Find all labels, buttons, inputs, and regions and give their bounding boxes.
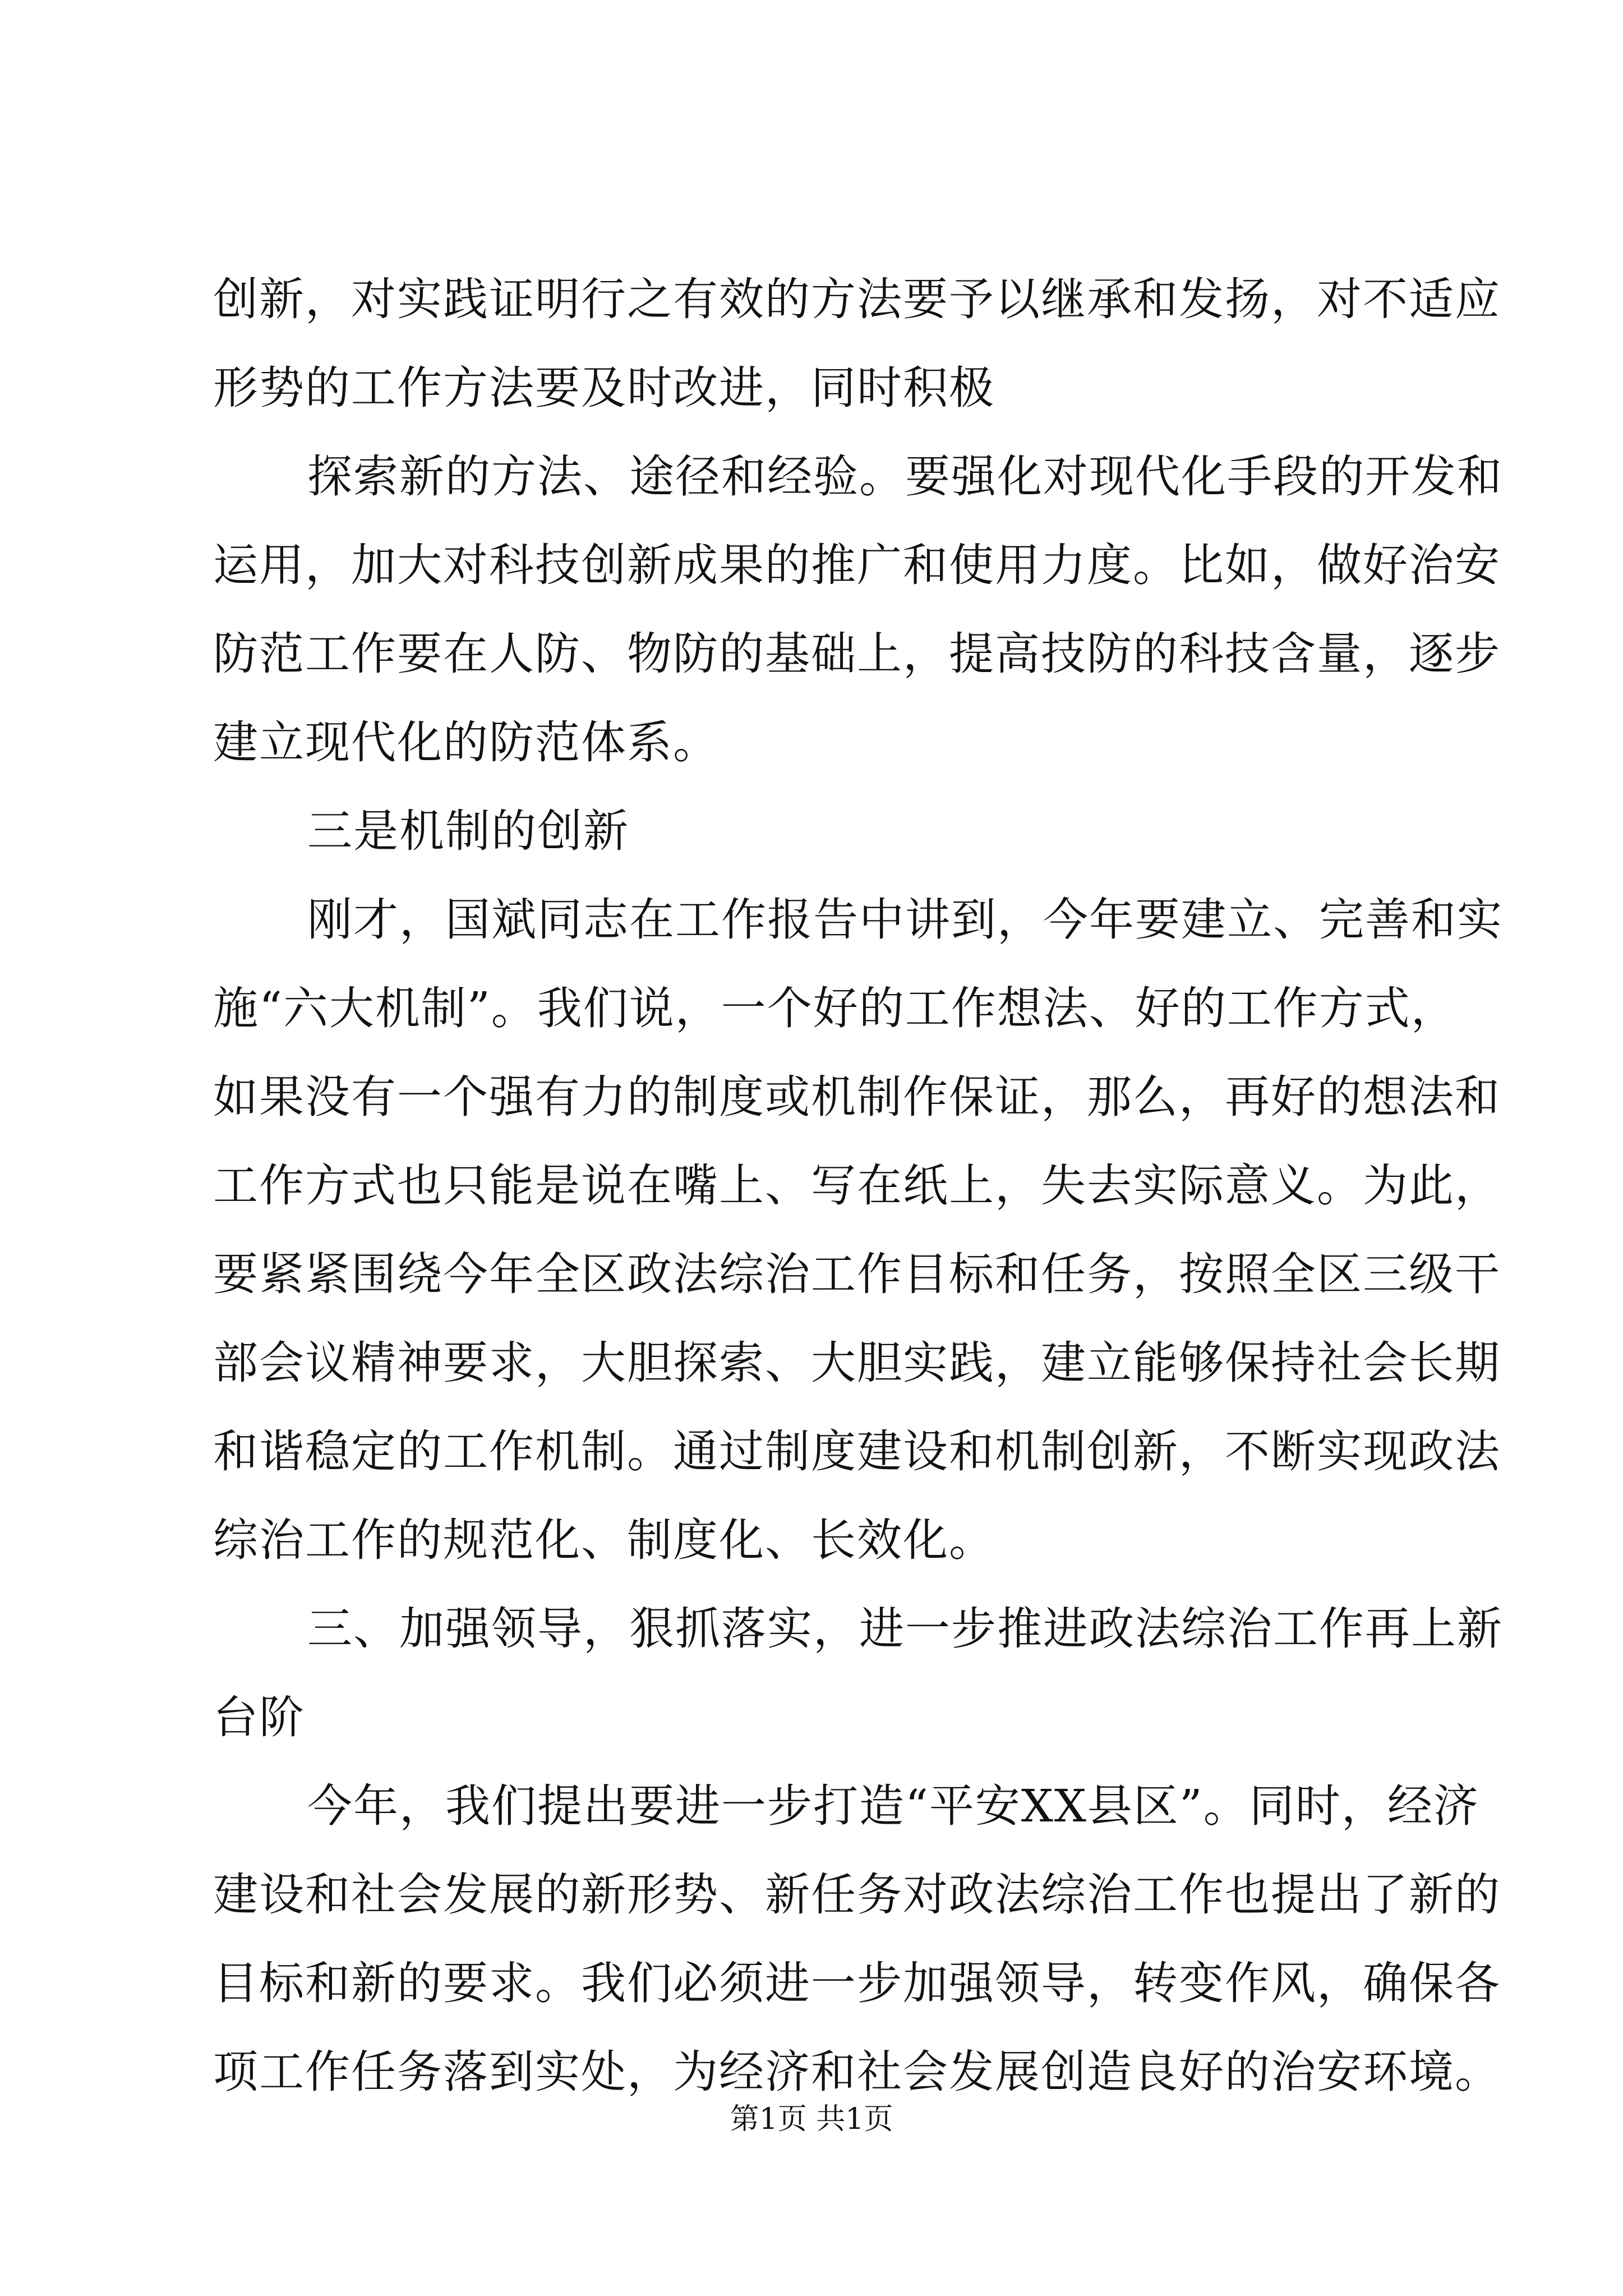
text-line: 形势的工作方法要及时改进，同时积极 — [213, 362, 995, 414]
page-number-label: 第1页 共1页 — [730, 2102, 893, 2136]
section-heading: 三、加强领导，狠抓落实，进一步推进政法综治工作再上新 — [307, 1603, 1503, 1655]
text-line: 综治工作的规范化、制度化、长效化。 — [213, 1514, 995, 1566]
section-heading: 三是机制的创新 — [307, 805, 629, 857]
text-line: 和谐稳定的工作机制。通过制度建设和机制创新，不断实现政法 — [213, 1425, 1501, 1478]
section-heading-continued: 台阶 — [213, 1691, 305, 1743]
paragraph-start-line: 刚才，国斌同志在工作报告中讲到，今年要建立、完善和实 — [307, 894, 1503, 946]
paragraph-start-line: 探索新的方法、途径和经验。要强化对现代化手段的开发和 — [307, 450, 1503, 503]
text-line: 如果没有一个强有力的制度或机制作保证，那么，再好的想法和 — [213, 1071, 1501, 1123]
text-line: 工作方式也只能是说在嘴上、写在纸上，失去实际意义。为此， — [213, 1159, 1501, 1212]
page-footer — [0, 2097, 1623, 2142]
text-line: 部会议精神要求，大胆探索、大胆实践，建立能够保持社会长期 — [213, 1337, 1501, 1389]
text-line: 建设和社会发展的新形势、新任务对政法综治工作也提出了新的 — [213, 1869, 1501, 1921]
text-line: 运用，加大对科技创新成果的推广和使用力度。比如，做好治安 — [213, 539, 1501, 591]
text-line: 创新，对实践证明行之有效的方法要予以继承和发扬，对不适应 — [213, 273, 1501, 325]
document-body — [213, 255, 1503, 2116]
text-line: 建立现代化的防范体系。 — [213, 716, 719, 769]
text-line: 目标和新的要求。我们必须进一步加强领导，转变作风，确保各 — [213, 1957, 1501, 2009]
text-line: 防范工作要在人防、物防的基础上，提高技防的科技含量，逐步 — [213, 628, 1501, 680]
text-line: 施“六大机制”。我们说，一个好的工作想法、好的工作方式， — [213, 982, 1457, 1034]
text-line: 项工作任务落到实处，为经济和社会发展创造良好的治安环境。 — [213, 2046, 1501, 2098]
text-line: 要紧紧围绕今年全区政法综治工作目标和任务，按照全区三级干 — [213, 1248, 1501, 1300]
paragraph-start-line: 今年，我们提出要进一步打造“平安XX县区”。同时，经济 — [307, 1780, 1479, 1832]
